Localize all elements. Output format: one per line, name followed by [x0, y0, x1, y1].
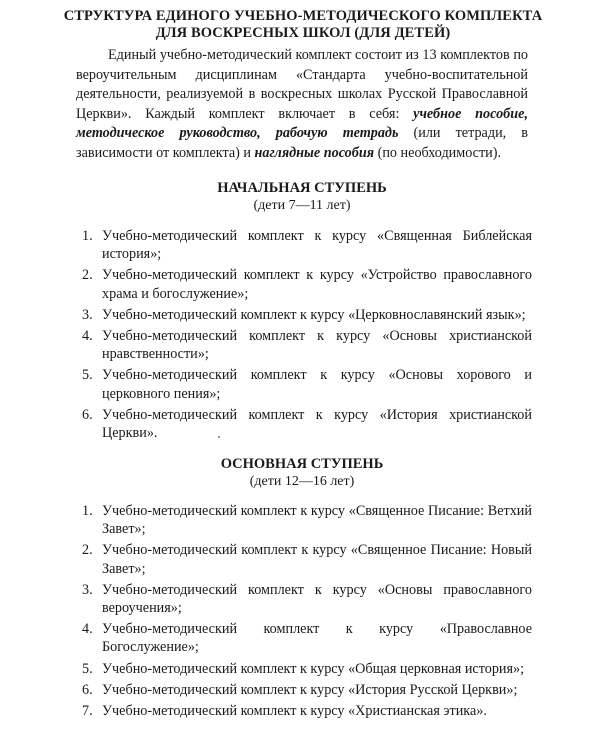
list-item-text: Учебно-методический комплект к курсу «Христианская этика».	[102, 703, 487, 720]
document-title	[40, 8, 566, 42]
list-item-number: 7.	[82, 703, 93, 720]
title-line-2: ДЛЯ ВОСКРЕСНЫХ ШКОЛ (ДЛЯ ДЕТЕЙ)	[155, 25, 451, 41]
title-line-1: СТРУКТУРА ЕДИНОГО УЧЕБНО-МЕТОДИЧЕСКОГО КОМПЛЕКТА	[63, 8, 543, 24]
list-item-number: 3.	[82, 581, 93, 598]
list-item	[76, 306, 532, 324]
section-heading-primary	[76, 180, 528, 214]
intro-emphasis-1: учебное пособие, методическое руководство, рабочую тетрадь	[76, 105, 528, 142]
list-item-number: 2.	[82, 267, 93, 284]
list-item-number: 3.	[82, 306, 93, 323]
list-item-number: 2.	[82, 542, 93, 559]
list-item-text: Учебно-методический комплект к курсу «Основы христианской нравственности»;	[102, 328, 532, 363]
list-item-text: Учебно-методический комплект к курсу «История христианской Церкви».	[102, 406, 532, 442]
intro-text-2: (или тетради, в зависимости от комплекта) и	[76, 125, 528, 161]
section-heading-secondary	[76, 456, 528, 490]
intro-text-3: (по необходимости).	[374, 144, 502, 161]
list-item	[76, 681, 532, 699]
scan-speck	[218, 436, 220, 438]
list-item-text: Учебно-методический комплект к курсу «Церковнославянский язык»;	[102, 306, 526, 323]
list-item-text: Учебно-методический комплект к курсу «Основы православного вероучения»;	[102, 581, 532, 617]
list-item	[76, 266, 532, 302]
list-item-text: Учебно-методический комплект к курсу «Священная Библейская история»;	[102, 228, 532, 263]
list-item-text: Учебно-методический комплект к курсу «Священное Писание: Новый Завет»;	[102, 542, 532, 577]
intro-text-1: Единый учебно-методический комплект состоит из 13 комплектов по вероучительным дисциплинам «Стандарта учебно-воспитательной деятельности, реализуемой в воскресных школах Русской Православной Церкви». Каждый комплект включает в себя:	[76, 47, 528, 122]
list-item-text: Учебно-методический комплект к курсу «Общая церковная история»;	[102, 660, 525, 677]
list-item	[76, 366, 532, 402]
list-item-number: 6.	[82, 406, 93, 423]
list-item-text: Учебно-методический комплект к курсу «Основы хорового и церковного пения»;	[102, 367, 532, 402]
list-item	[76, 702, 532, 720]
list-item	[76, 227, 532, 263]
list-item	[76, 581, 532, 617]
list-item	[76, 406, 532, 442]
list-item-text: Учебно-методический комплект к курсу «Устройство православного храма и богослужение»;	[102, 267, 532, 302]
course-list-primary	[76, 227, 532, 442]
list-item-number: 1.	[82, 228, 93, 244]
list-item	[76, 620, 532, 656]
list-item-number: 5.	[82, 367, 93, 384]
section-subtitle: (дети 7—11 лет)	[253, 198, 351, 213]
list-item-number: 6.	[82, 681, 93, 698]
section-subtitle: (дети 12—16 лет)	[249, 474, 355, 489]
list-item-number: 4.	[82, 328, 93, 345]
list-item	[76, 660, 532, 678]
list-item-number: 1.	[82, 503, 93, 519]
list-item-text: Учебно-методический комплект к курсу «История Русской Церкви»;	[102, 681, 518, 698]
intro-paragraph	[76, 46, 528, 164]
section-title: НАЧАЛЬНАЯ СТУПЕНЬ	[217, 180, 387, 196]
intro-emphasis-2: наглядные пособия	[254, 144, 375, 161]
list-item	[76, 327, 532, 363]
list-item-number: 5.	[82, 660, 93, 677]
section-title: ОСНОВНАЯ СТУПЕНЬ	[220, 456, 384, 472]
list-item	[76, 502, 532, 538]
list-item-text: Учебно-методический комплект к курсу «Священное Писание: Ветхий Завет»;	[102, 503, 532, 538]
list-item-number: 4.	[82, 621, 93, 638]
list-item	[76, 541, 532, 577]
list-item-text: Учебно-методический комплект к курсу «Православное Богослужение»;	[102, 621, 532, 656]
course-list-secondary	[76, 502, 532, 720]
